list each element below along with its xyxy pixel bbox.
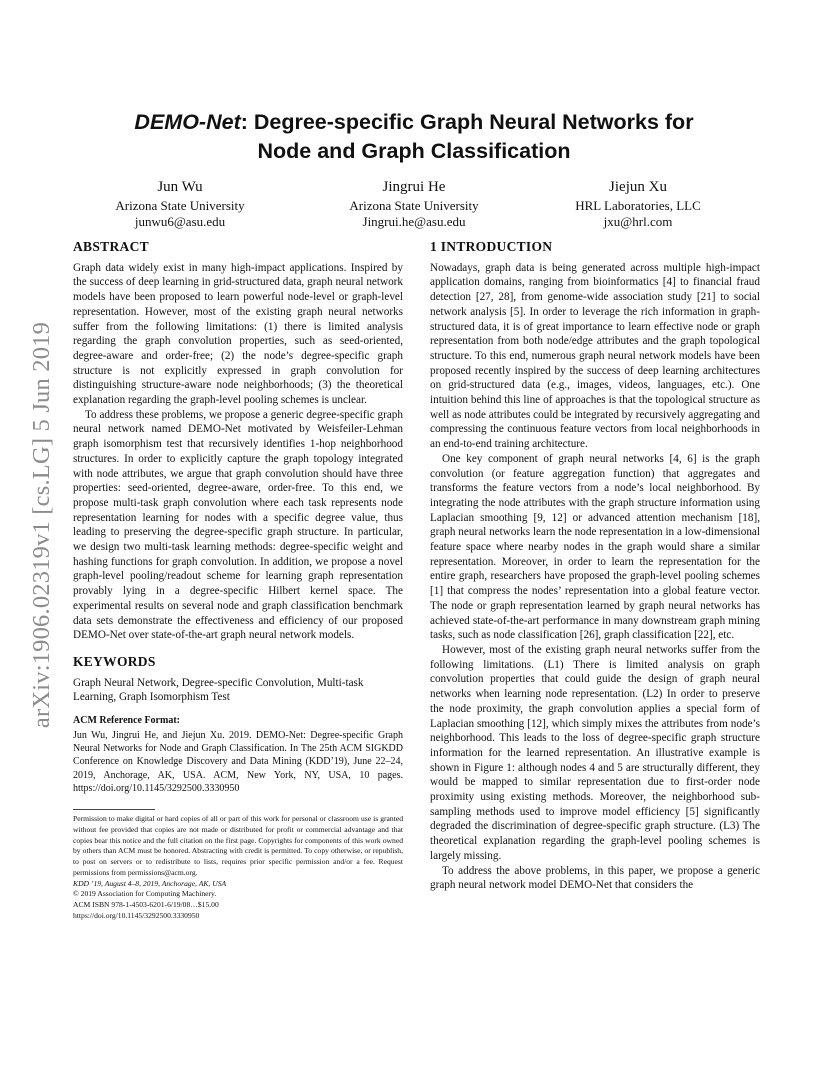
intro-paragraph-3: However, most of the existing graph neural networks suffer from the following limitations. (L1) There is limited analysis on graph convolution properties that could guide the design of graph neural networks when learning node representation. (L2) In order to preserve the node proximity, the graph convolution applies a special form of Laplacian smoothing [12], which simply mixes the attributes from node’s neighborhood. This leads to the loss of degree-specific graph structure information for the learned representation. An illustrative example is shown in Figure 1: although nodes 4 and 5 are structurally different, they would be mapped to similar representation due to first-order node proximity using existing methods. Moreover, the neighborhood sub-sampling methods used to improve model efficiency [5] significantly degraded the discrimination of degree-specific graph structure. (L3) The theoretical explanation regarding the graph-level pooling schemes is largely missing. <box>430 643 760 862</box>
doi-line: https://doi.org/10.1145/3292500.3330950 <box>73 910 200 920</box>
copyright-line: © 2019 Association for Computing Machinery. <box>73 889 217 899</box>
author-email: junwu6@asu.edu <box>134 214 226 229</box>
author-email: Jingrui.he@asu.edu <box>362 214 466 229</box>
intro-paragraph-4: To address the above problems, in this paper, we propose a generic graph neural network model DEMO-Net that considers the <box>430 864 760 892</box>
title-line2: Node and Graph Classification <box>257 139 571 163</box>
introduction-heading: 1 INTRODUCTION <box>430 239 553 254</box>
footnote-divider <box>73 809 155 810</box>
author-affiliation: HRL Laboratories, LLC <box>575 198 701 213</box>
author-1 <box>80 178 280 230</box>
title-emph: DEMO-Net <box>134 110 241 134</box>
author-email: jxu@hrl.com <box>603 214 673 229</box>
left-column <box>73 240 403 921</box>
title-line1: : Degree-specific Graph Neural Networks for <box>240 110 694 134</box>
permission-notice: Permission to make digital or hard copies of all or part of this work for personal or classroom use is granted without fee provided that copies are not made or distributed for profit or commercial advantage and that copies bear this notice and the full citation on the first page. Copyrights for components of this work owned by others than ACM must be honored. Abstracting with credit is permitted. To copy otherwise, or republish, to post on servers or to redistribute to lists, requires prior specific permission and/or a fee. Request permissions from permissions@acm.org. <box>73 814 403 877</box>
intro-paragraph-2: One key component of graph neural networks [4, 6] is the graph convolution (or feature aggregation function) that aggregates and transforms the feature vectors from a node’s local neighborhood. By integrating the node attributes with the graph structure information using Laplacian smoothing [9, 12] or advanced attention mechanism [18], graph neural networks learn the node representation in a low-dimensional feature space where nearby nodes in the graph would share a similar representation. Moreover, in order to learn the representation for the entire graph, researchers have proposed the graph-level pooling schemes [1] that compress the nodes’ representation into a global feature vector. The node or graph representation learned by graph neural networks has achieved state-of-the-art performance in many downstream graph mining tasks, such as node classification [26], graph classification [22], etc. <box>430 452 760 642</box>
author-name: Jingrui He <box>382 179 446 195</box>
keywords-text: Graph Neural Network, Degree-specific Convolution, Multi-task Learning, Graph Isomorphism Test <box>73 676 364 704</box>
intro-paragraph-1: Nowadays, graph data is being generated across multiple high-impact application domains, ranging from bioinformatics [4] to financial fraud detection [27, 28], from genome-wide association study [21] to social network analysis [5]. In order to leverage the rich information in graph-structured data, it is of great importance to learn effective node or graph representation from both node/edge attributes and the graph topological structure. To this end, numerous graph neural network models have been proposed recently inspired by the success of deep learning architectures on grid-structured data (e.g., images, videos, languages, etc.). One intuition behind this line of approaches is that the topological structure as well as node attributes could be integrated by recursively aggregating and compressing the continuous feature vectors from local neighborhoods in an end-to-end training architecture. <box>430 261 760 451</box>
author-2 <box>314 178 514 230</box>
abstract-paragraph-1: Graph data widely exist in many high-impact applications. Inspired by the success of deep learning in grid-structured data, graph neural network models have been proposed to learn powerful node-level or graph-level representation. However, most of the existing graph neural networks suffer from the following limitations: (1) there is limited analysis regarding the graph convolution properties, such as seed-oriented, degree-aware and order-free; (2) the node’s degree-specific graph structure is not explicitly expressed in graph convolution for distinguishing structure-aware node neighborhoods; (3) the theoretical explanation regarding the graph-level pooling schemes is unclear. <box>73 261 403 407</box>
author-name: Jun Wu <box>157 179 203 195</box>
author-3 <box>538 178 738 230</box>
author-affiliation: Arizona State University <box>349 198 479 213</box>
abstract-heading: ABSTRACT <box>73 239 149 254</box>
paper-title <box>90 108 738 166</box>
acm-reference-text: Jun Wu, Jingrui He, and Jiejun Xu. 2019. DEMO-Net: Degree-specific Graph Neural Networks for Node and Graph Classification. In The 25th ACM SIGKDD Conference on Knowledge Discovery and Data Mining (KDD’19), June 22–24, 2019, Anchorage, AK, USA. ACM, New York, NY, USA, 10 pages. https://doi.org/10.1145/3292500.3330950 <box>73 729 403 794</box>
author-name: Jiejun Xu <box>609 179 667 195</box>
isbn-line: ACM ISBN 978-1-4503-6201-6/19/08…$15.00 <box>73 899 219 909</box>
acm-reference-heading: ACM Reference Format: <box>73 715 180 727</box>
right-column <box>430 240 760 893</box>
copyright-footer <box>73 814 403 921</box>
conference-line: KDD ’19, August 4–8, 2019, Anchorage, AK, USA <box>73 878 227 888</box>
arxiv-id-text: arXiv:1906.02319v1 [cs.LG] 5 Jun 2019 <box>28 321 55 729</box>
arxiv-identifier <box>22 290 62 760</box>
abstract-paragraph-2: To address these problems, we propose a generic degree-specific graph neural network named DEMO-Net motivated by Weisfeiler-Lehman graph isomorphism test that recursively identifies 1-hop neighborhood structures. In order to explicitly capture the graph topology integrated with node attributes, we argue that graph convolution should have three properties: seed-oriented, degree-aware, order-free. To this end, we propose multi-task graph convolution where each task represents node representation learning for nodes with a specific degree value, thus leading to preserving the degree-specific graph structure. In particular, we design two multi-task learning methods: degree-specific weight and hashing functions for graph convolution. In addition, we propose a novel graph-level pooling/readout scheme for learning graph representation provably lying in a degree-specific Hilbert kernel space. The experimental results on several node and graph classification benchmark data sets demonstrate the effectiveness and efficiency of our proposed DEMO-Net over state-of-the-art graph neural network models. <box>73 408 403 642</box>
keywords-heading: KEYWORDS <box>73 653 156 669</box>
author-affiliation: Arizona State University <box>115 198 245 213</box>
